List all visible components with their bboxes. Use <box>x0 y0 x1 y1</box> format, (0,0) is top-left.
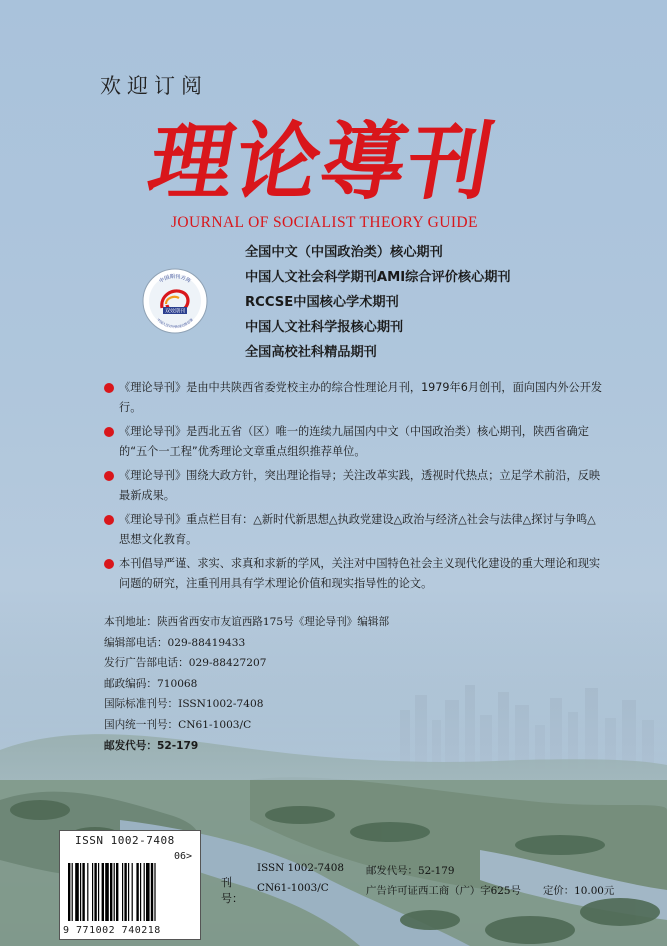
list-item: 本刊倡导严谨、求实、求真和求新的学风，关注对中国特色社会主义现代化建设的重大理论和现实问题的研究，注重刊用具有学术理论价值和现实指导性的论文。 <box>103 554 603 594</box>
barcode-bar <box>105 863 109 921</box>
barcode-bar <box>116 863 118 921</box>
journal-title: 理论導刊 <box>141 112 503 211</box>
barcode-bar <box>144 863 145 921</box>
bullet-dot-icon <box>104 383 114 393</box>
seal-center-text: 双效期刊 <box>164 308 186 315</box>
barcode-bar <box>110 863 112 921</box>
pub-cn: CN61-1003/C <box>257 882 329 894</box>
issn-barcode <box>59 830 201 940</box>
barcode-bar <box>140 863 141 921</box>
tag-item: 全国高校社科精品期刊 <box>245 345 377 360</box>
tag-item: 中国人文社会科学期刊AMI综合评价核心期刊 <box>245 270 511 285</box>
barcode-bar <box>114 863 115 921</box>
barcode-bar <box>124 863 126 921</box>
barcode-bar <box>132 863 133 921</box>
bullet-dot-icon <box>104 559 114 569</box>
barcode-digits: 9 771002 740218 <box>63 925 161 936</box>
journal-matrix-seal <box>142 268 208 334</box>
cn-number: 国内统一刊号：CN61-1003/C <box>104 718 252 731</box>
seal-top-text: 中国期刊方阵 <box>158 273 192 285</box>
barcode-bar <box>122 863 123 921</box>
seal-bottom-text: 中国人民对外新闻出版总署 <box>156 317 194 330</box>
bullet-dot-icon <box>104 471 114 481</box>
tag-item: 全国中文（中国政治类）核心期刊 <box>245 245 443 260</box>
pub-price: 定价：10.00元 <box>543 885 615 897</box>
bullet-dot-icon <box>104 427 114 437</box>
pub-label: 刊号： <box>221 876 243 905</box>
barcode-suffix: 06> <box>173 851 192 862</box>
address: 本刊地址：陕西省西安市友谊西路175号《理论导刊》编辑部 <box>104 616 390 628</box>
barcode-bar <box>87 863 88 921</box>
barcode-bar <box>98 863 99 921</box>
barcode-bar <box>154 863 155 921</box>
barcode-bar <box>68 863 70 921</box>
list-item: 《理论导刊》是西北五省（区）唯一的连续九届国内中文（中国政治类）核心期刊，陕西省确定的“五个一工程”优秀理论文章重点组织推荐单位。 <box>103 422 603 462</box>
postal-code: 邮政编码：710068 <box>104 677 198 690</box>
welcome-heading: 欢迎订阅 <box>100 74 208 98</box>
barcode-bar <box>128 863 129 921</box>
barcode-bars-icon <box>68 863 192 921</box>
barcode-bar <box>136 863 138 921</box>
list-item: 《理论导刊》是由中共陕西省委党校主办的综合性理论月刊，1979年6月创刊，面向国内外公开发行。 <box>103 378 603 418</box>
description-list <box>103 378 603 598</box>
contact-info <box>104 612 389 756</box>
barcode-bar <box>72 863 73 921</box>
core-journal-tags <box>245 240 535 365</box>
pub-ad-license: 广告许可证西工商（广）字625号 <box>366 885 521 897</box>
barcode-issn: ISSN 1002-7408 <box>75 834 175 847</box>
pub-postal: 邮发代号：52-179 <box>366 865 455 877</box>
barcode-bar <box>75 863 79 921</box>
issn: 国际标准刊号：ISSN1002-7408 <box>104 698 264 711</box>
barcode-bar <box>82 863 84 921</box>
barcode-bar <box>92 863 93 921</box>
journal-english-title: JOURNAL OF SOCIALIST THEORY GUIDE <box>171 214 478 231</box>
list-item: 《理论导刊》围绕大政方针，突出理论指导；关注改革实践，透视时代热点；立足学术前沿，反映最新成果。 <box>103 466 603 506</box>
editorial-phone: 编辑部电话：029-88419433 <box>104 636 246 649</box>
bullet-dot-icon <box>104 515 114 525</box>
postal-distribution-code: 邮发代号：52-179 <box>104 739 199 752</box>
ad-phone: 发行广告部电话：029-88427207 <box>104 657 267 670</box>
tag-item: 中国人文社科学报核心期刊 <box>245 320 404 335</box>
barcode-bar <box>146 863 150 921</box>
list-item: 《理论导刊》重点栏目有：△新时代新思想△执政党建设△政治与经济△社会与法律△探讨与争鸣△思想文化教育。 <box>103 510 603 550</box>
tag-item: RCCSE中国核心学术期刊 <box>245 295 399 310</box>
barcode-bar <box>102 863 104 921</box>
barcode-bar <box>80 863 81 921</box>
barcode-bar <box>94 863 96 921</box>
pub-issn: ISSN 1002-7408 <box>257 862 344 874</box>
barcode-bar <box>151 863 153 921</box>
